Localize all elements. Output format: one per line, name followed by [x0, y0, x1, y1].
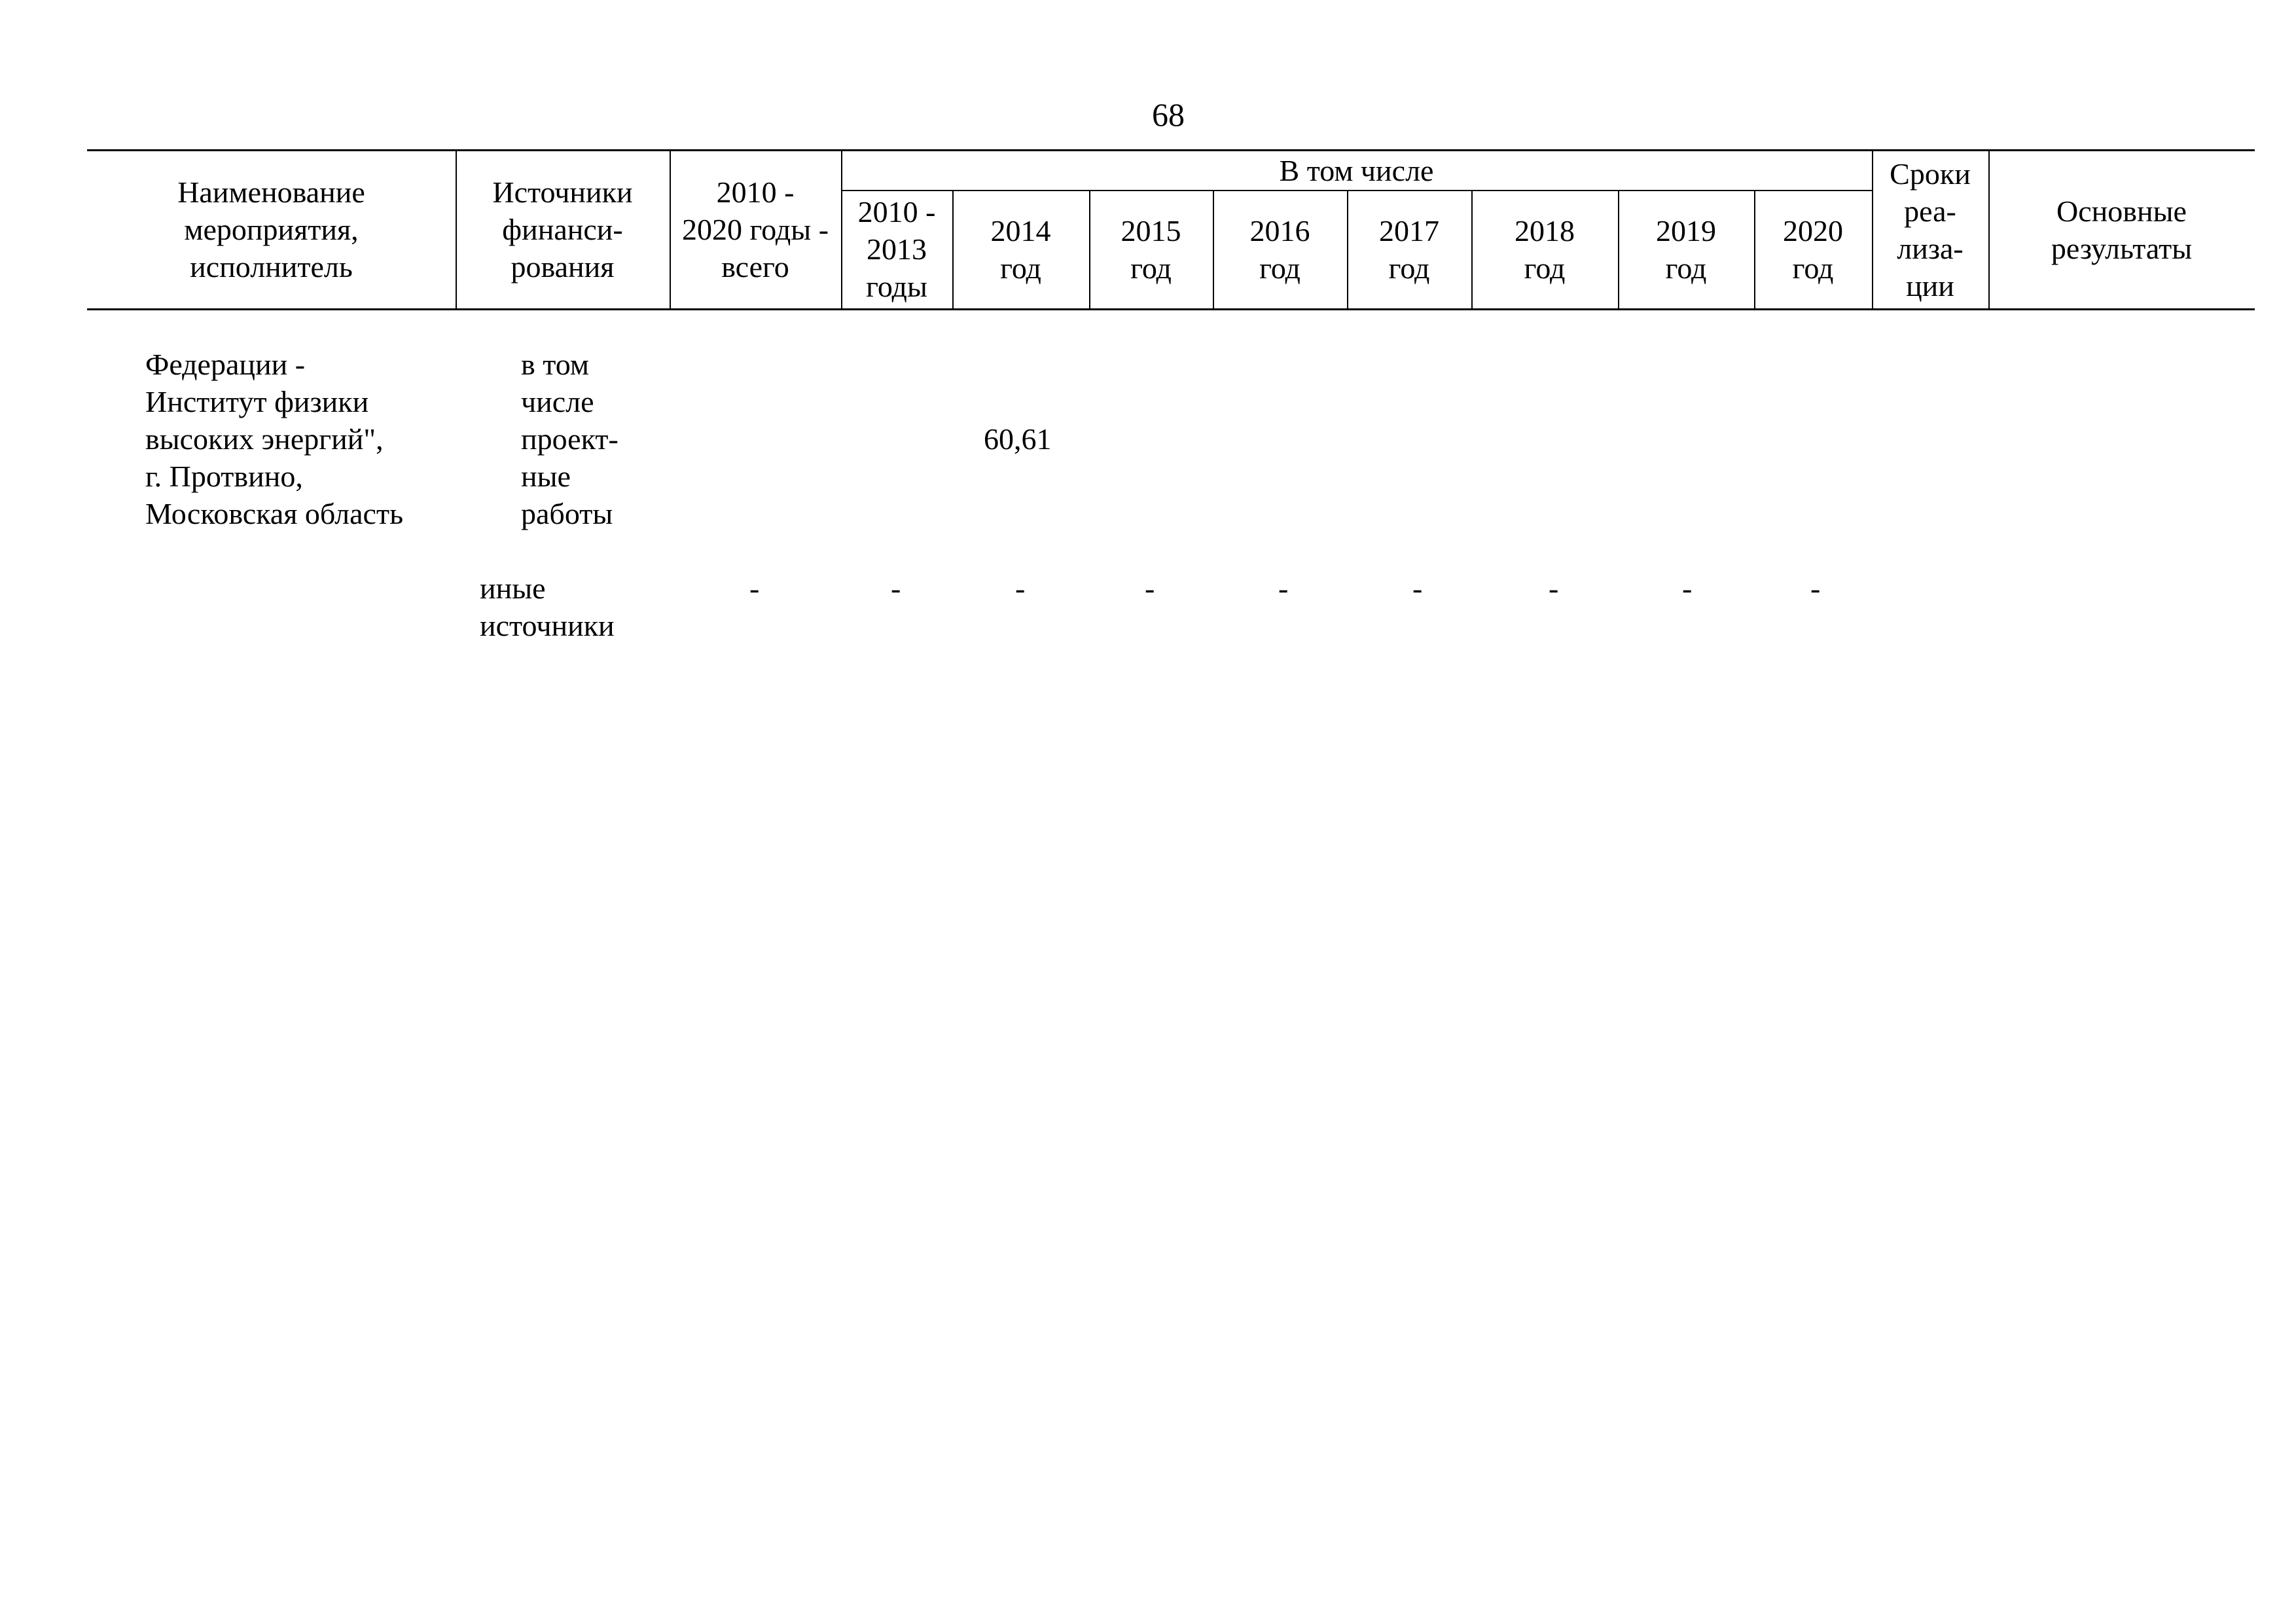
- value-other-total: -: [749, 572, 760, 605]
- header-year-2014: 2014 год: [990, 213, 1051, 285]
- value-other-2015: -: [1145, 572, 1155, 605]
- header-year-2015: 2015 год: [1121, 213, 1181, 285]
- value-other-2019: -: [1682, 572, 1693, 605]
- value-other-2018: -: [1549, 572, 1559, 605]
- executor-text: Федерации - Институт физики высоких энергий", г. Протвино, Московская область: [145, 348, 404, 530]
- source-design-works: в том числе проект- ные работы: [521, 348, 619, 530]
- value-other-2014: -: [1015, 572, 1026, 605]
- value-other-2017: -: [1412, 572, 1423, 605]
- header-sources: Источники финанси- рования: [492, 175, 633, 283]
- value-other-2020: -: [1810, 572, 1821, 605]
- table-header: [87, 149, 2255, 310]
- header-year-2016: 2016 год: [1249, 213, 1310, 285]
- source-other: иные источники: [480, 572, 615, 642]
- value-2014-design-works: 60,61: [984, 422, 1052, 456]
- page-number: 68: [1152, 96, 1185, 133]
- header-results: Основные результаты: [2051, 194, 2193, 265]
- header-year-2018: 2018 год: [1515, 213, 1575, 285]
- header-year-2019: 2019 год: [1656, 213, 1716, 285]
- header-terms: Сроки реа- лиза- ции: [1890, 157, 1971, 302]
- header-group-label: В том числе: [1279, 154, 1434, 187]
- header-name: Наименование мероприятия, исполнитель: [177, 175, 365, 283]
- header-year-2017: 2017 год: [1379, 213, 1439, 285]
- header-2010-2013: 2010 - 2013 годы: [857, 195, 936, 303]
- value-other-2016: -: [1278, 572, 1289, 605]
- header-year-2020: 2020 год: [1783, 213, 1843, 285]
- value-other-2010-2013: -: [891, 572, 901, 605]
- header-total: 2010 - 2020 годы - всего: [681, 175, 829, 283]
